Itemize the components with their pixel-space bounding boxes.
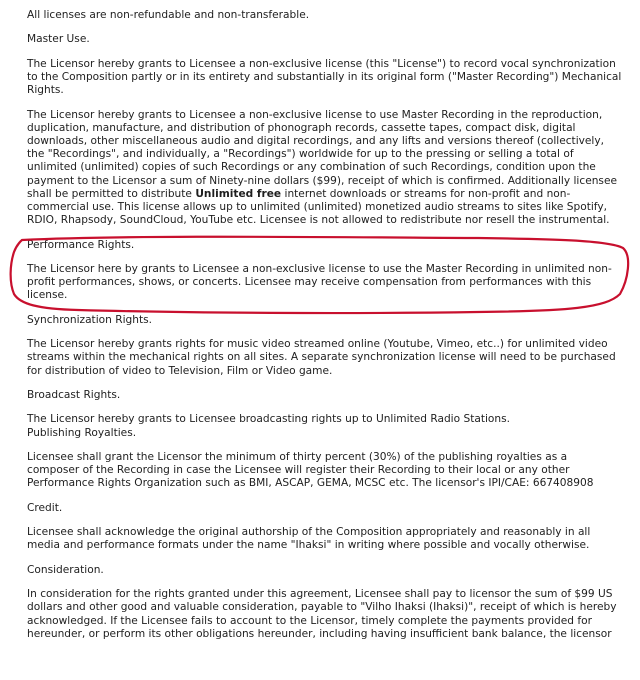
intro-text: All licenses are non-refundable and non-transferable.	[27, 9, 310, 21]
credit-body: Licensee shall acknowledge the original authorship of the Composition appropriately and reasonably in all media and performance formats under the name "Ihaksi" in writing where possible and vocally otherwise.	[27, 526, 591, 552]
credit-heading: Credit.	[27, 501, 63, 514]
license-document	[27, 9, 622, 652]
unlimited-free-bold: Unlimited free	[195, 187, 282, 200]
broadcast-rights-body: The Licensor hereby grants to Licensee broadcasting rights up to Unlimited Radio Stations.	[27, 413, 511, 426]
consideration-heading: Consideration.	[27, 563, 104, 576]
synchronization-rights-body: The Licensor hereby grants rights for music video streamed online (Youtube, Vimeo, etc..) for unlimited video streams within the mechanical rights on all sites. A separate synchronization license will need to be purchased for distribution of video to Television, Film or Video game.	[27, 338, 616, 377]
broadcast-rights-heading: Broadcast Rights.	[27, 388, 121, 401]
publishing-royalties-body: Licensee shall grant the Licensor the minimum of thirty percent (30%) of the publishing royalties as a composer of the Recording in case the Licensee will register their Recording to their local or any other Performance Rights Organization such as BMI, ASCAP, GEMA, MCSC etc. The licensor's IPI/CAE: 667408908	[27, 450, 594, 490]
mechanical-rights-body	[27, 109, 622, 228]
consideration-body: In consideration for the rights granted under this agreement, Licensee shall pay to licensor the sum of $99 US dollars and other good and valuable consideration, payable to "Vilho Ihaksi (Ihaksi)", receipt of which is hereby acknowledged. If the Licensee fails to account to the Licensor, timely complete the payments provided for hereunder, or perform its other obligations hereunder, including having insufficient bank balance, the licensor	[27, 588, 617, 640]
publishing-royalties-heading: Publishing Royalties.	[27, 426, 137, 439]
mechanical-text-before: The Licensor hereby grants to Licensee a non-exclusive license to use Master Recording in the reproduction, duplication, manufacture, and distribution of phonograph records, cassette tapes, compact disk, digital downloads, other miscellaneous audio and digital recordings, and any lifts and versions thereof (collectively, the "Recordings", and individually, a "Recordings") worldwide for up to the pressing or selling a total of unlimited (unlimited) copies of such Recordings or any combination of such Recordings, condition upon the payment to the Licensor a sum of Ninety-nine dollars ($99), receipt of which is confirmed. Additionally licensee shall be permitted to distribute	[27, 108, 617, 200]
performance-rights-heading: Performance Rights.	[27, 238, 135, 251]
master-use-body: The Licensor hereby grants to Licensee a non-exclusive license (this "License") to record vocal synchronization to the Composition partly or in its entirety and substantially in its original form ("Master Recording") Mechanical Rights.	[27, 57, 622, 97]
synchronization-rights-heading: Synchronization Rights.	[27, 313, 153, 326]
master-use-heading: Master Use.	[27, 33, 90, 46]
performance-rights-body: The Licensor here by grants to Licensee a non-exclusive license to use the Master Recording in unlimited non-profit performances, shows, or concerts. Licensee may receive compensation from performances with this license.	[27, 262, 612, 302]
mechanical-text-after: internet downloads or streams for non-profit and non-commercial use. This license allows up to unlimited (unlimited) monetized audio streams to sites like Spotify, RDIO, Rhapsody, SoundCloud, YouTube etc. Licensee is not allowed to redistribute nor resell the instrumental.	[27, 187, 610, 227]
